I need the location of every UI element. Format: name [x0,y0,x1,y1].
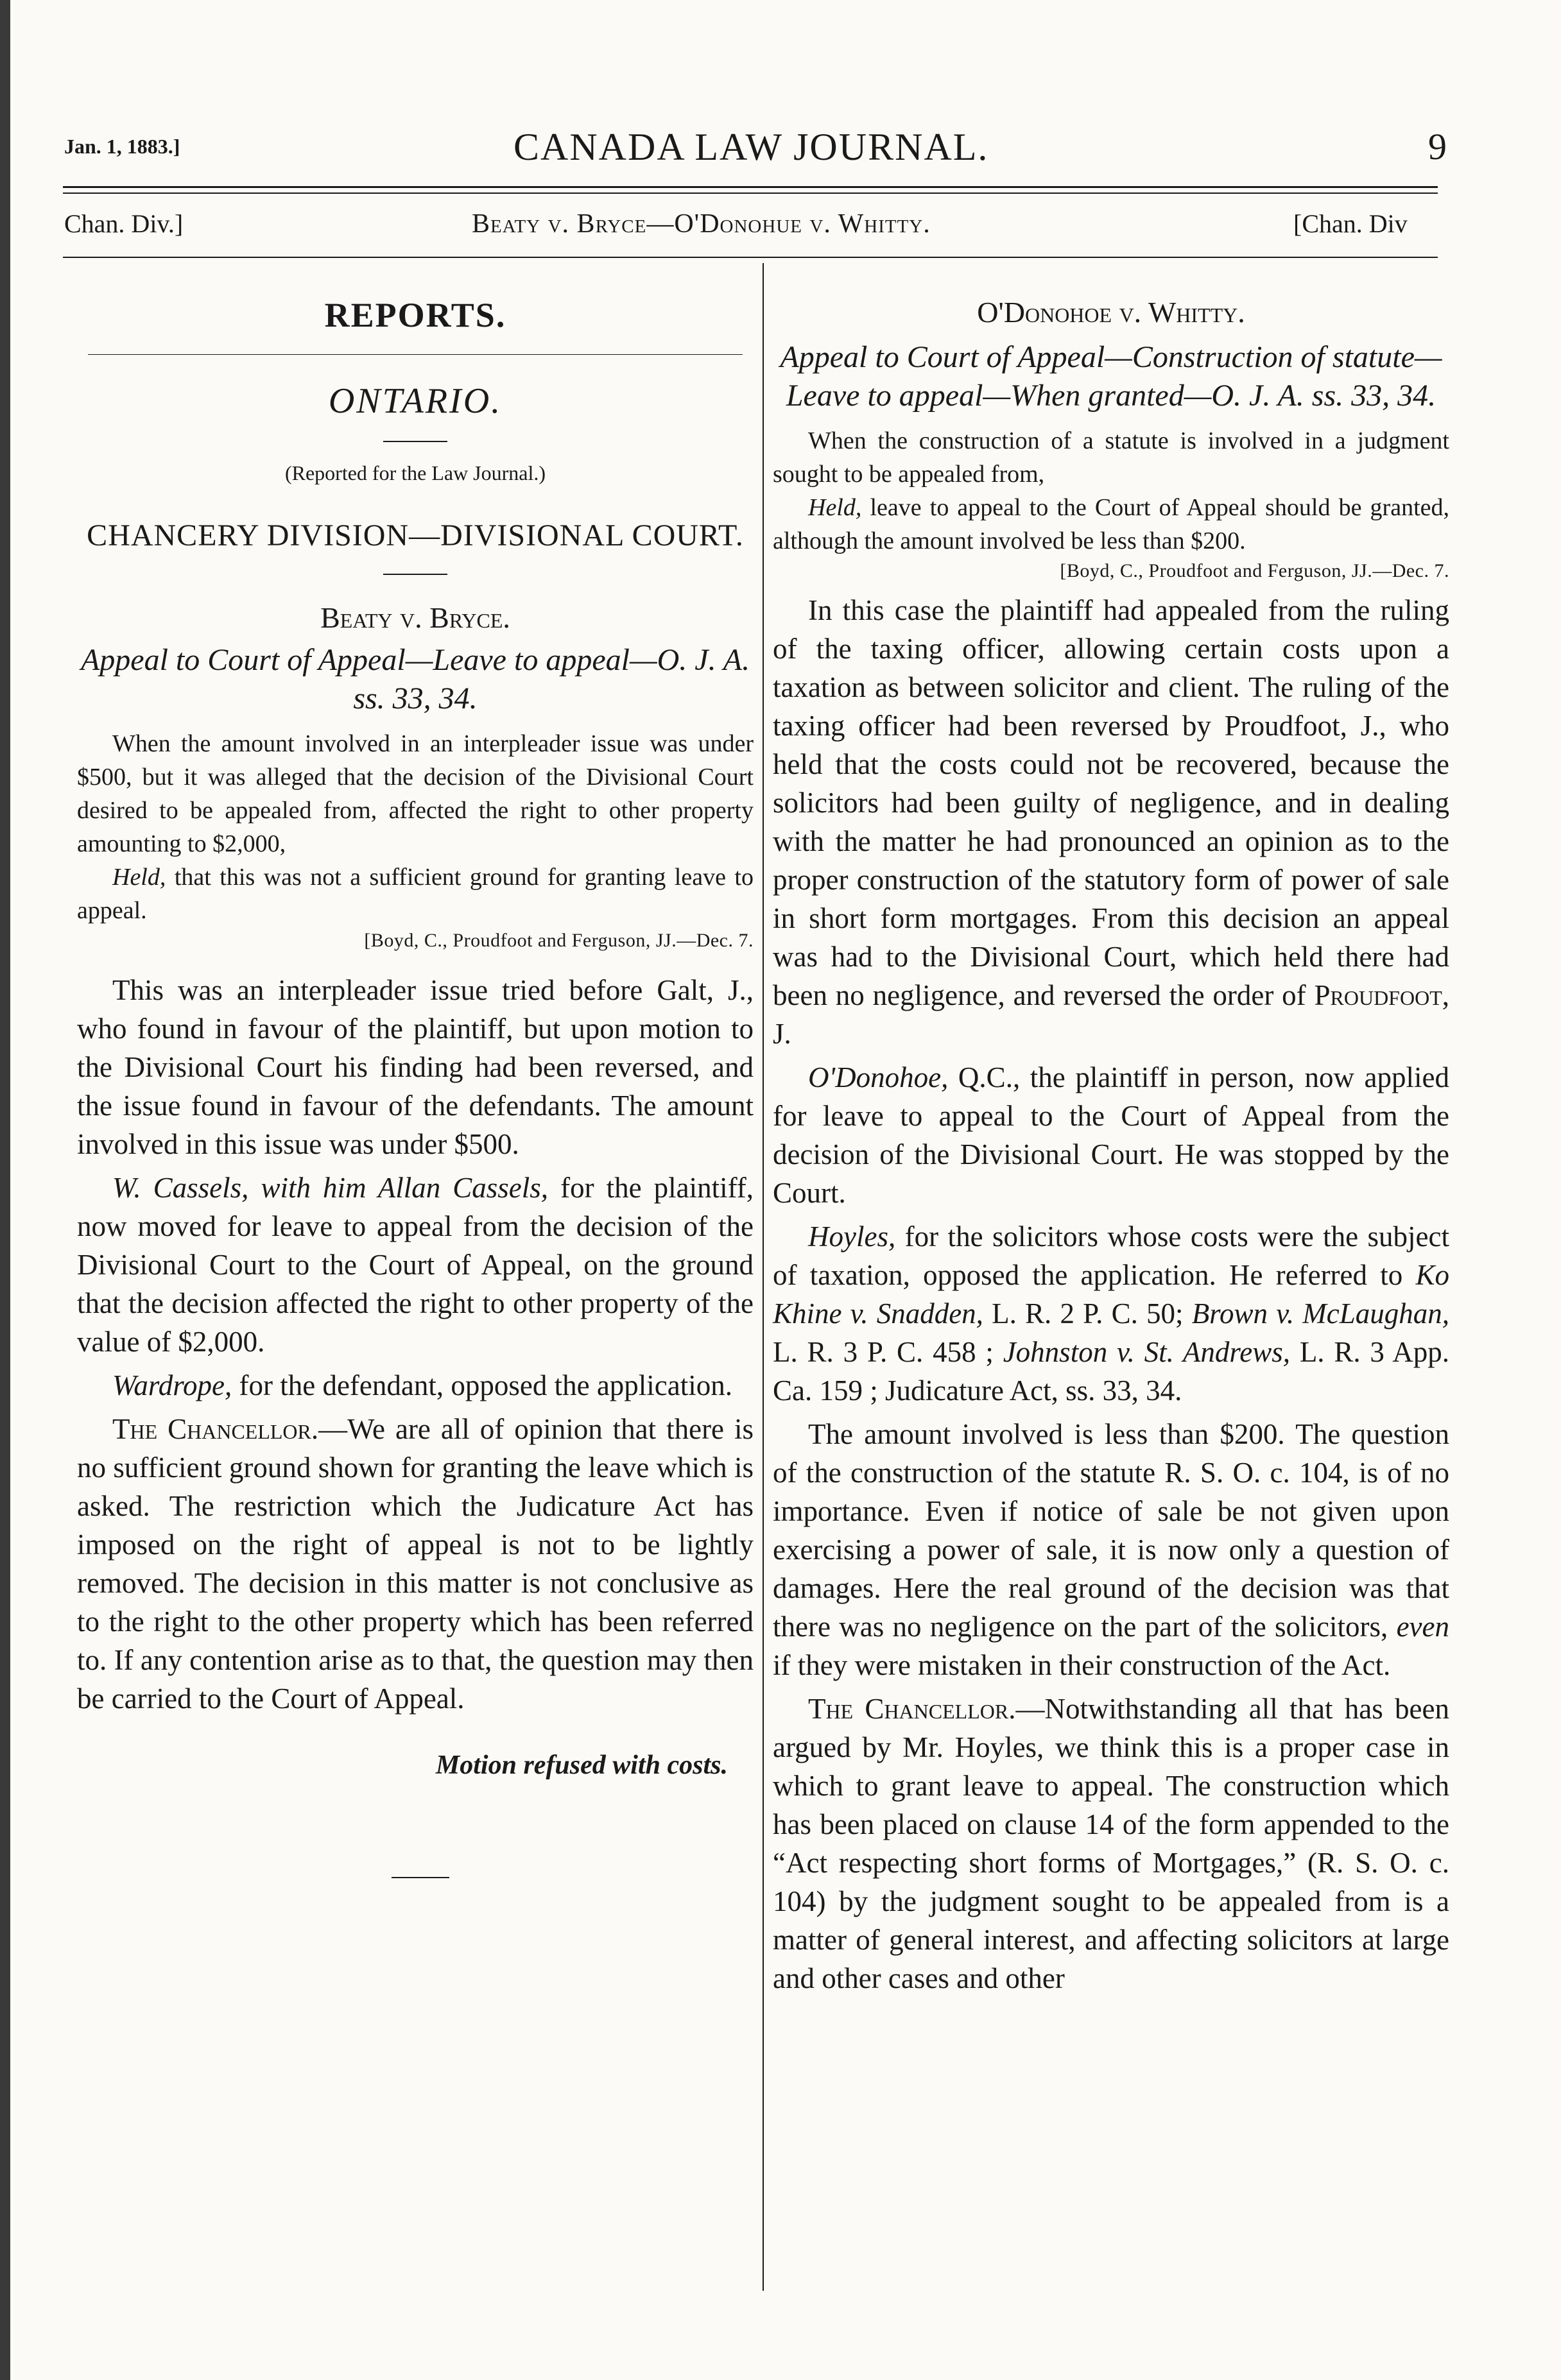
reports-heading: REPORTS. [324,296,506,334]
para-odonohoe-2 [773,1058,1449,1212]
para-odonohoe-4-a: The amount involved is less than $200. The question of the construction of the statute R. S. O. c. 104, is of no importance. Even if notice of sale be not given upon exercising a power of sale, it is now only a question of damages. Here the real ground of the decision was that there was no negligence on the part of the solicitors, [773,1418,1449,1643]
section-head-center: Beaty v. Bryce—O'Donohue v. Whitty. [472,209,931,239]
short-rule-2 [383,574,447,575]
headnote-title-beaty: Appeal to Court of Appeal—Leave to appeal—O. J. A. ss. 33, 34. [80,643,750,715]
court-name: CHANCERY DIVISION—DIVISIONAL COURT. [87,518,744,552]
closing-rule [392,1877,449,1878]
header-rule-bottom [63,193,1438,194]
held-odonohoe [773,491,1449,558]
para-beaty-2 [77,1169,754,1361]
held-beaty [77,860,754,927]
held-word: Held, [112,864,166,891]
para-odonohoe-5-text: —Notwithstanding all that has been argued by Mr. Hoyles, we think this is a proper case in which to grant leave to appeal. The construction which has been placed on clause 14 of the form appended to the “Act respecting short forms of Mortgages,” (R. S. O. c. 104) by the judgment sought to be appealed from is a matter of general interest, and affecting solicitors at large and other cases and other [773,1693,1449,1994]
para-beaty-2-text: for the plaintiff, now moved for leave to appeal from the decision of the Divisional Court to the Court of Appeal, on the ground that the decision affected the right to other property of the value of $2,000. [77,1172,754,1358]
para-odonohoe-5 [773,1690,1449,1998]
running-head-date: Jan. 1, 1883.] [64,135,180,158]
right-column [773,276,1449,1998]
para-odonohoe-1-end: , J. [773,979,1449,1050]
headnote-beaty: When the amount involved in an interpleader issue was under $500, but it was alleged that the decision of the Divisional Court desired to be appealed from, affected the right to other property amounting to $2,000, [77,730,754,857]
para-odonohoe-3 [773,1217,1449,1410]
para-odonohoe-3-d: L. R. 3 App. Ca. 159 ; Judicature Act, ss. 33, 34. [773,1336,1450,1407]
journal-title: CANADA LAW JOURNAL. [513,126,989,168]
para-odonohoe-1 [773,591,1449,1053]
para-odonohoe-3-b: L. R. 2 P. C. 50; [983,1297,1192,1330]
column-divider [763,263,764,2291]
para-beaty-4-text: —We are all of opinion that there is no sufficient ground shown for granting the leave which is asked. The restriction which the Judicature Act has imposed on the right of appeal is not to be lightly removed. The decision in this matter is not conclusive as to the right to the other property which has been referred to. If any contention arise as to that, the question may then be carried to the Court of Appeal. [77,1413,754,1715]
para-beaty-1: This was an interpleader issue tried before Galt, J., who found in favour of the plaintiff, but upon motion to the Divisional Court his finding had been reversed, and the issue found in favour of the defendants. The amount involved in this issue was under $500. [77,974,754,1160]
chancellor-label-right: The Chancellor. [808,1693,1016,1725]
case-title-odonohoe: O'Donohoe v. Whitty. [977,296,1245,329]
left-column [77,276,754,1878]
page-number: 9 [1428,126,1447,167]
para-odonohoe-4 [773,1415,1449,1684]
reported-for: (Reported for the Law Journal.) [284,461,546,484]
para-odonohoe-1-text: In this case the plaintiff had appealed from the ruling of the taxing officer, allowing certain costs upon a taxation as between solicitor and client. The ruling of the taxing officer had been reversed by Proudfoot, J., who held that the costs could not be recovered, because the solicitors had been guilty of negligence, and in dealing with the matter he had pronounced an opinion as to the proper construction of the statutory form of power of sale in short form mortgages. From this decision an appeal was had to the Divisional Court, which held there had been no negligence, and reversed the order of [773,594,1449,1011]
reports-rule [88,354,743,355]
chancellor-label: The Chancellor. [112,1413,319,1445]
para-beaty-3-text: for the defendant, opposed the application. [232,1369,733,1401]
para-beaty-3 [77,1366,754,1405]
case-cite-1: Ko Khine v. Snadden, [773,1259,1449,1330]
section-head-left: Chan. Div.] [64,209,184,238]
para-odonohoe-3-a: for the solicitors whose costs were the subject of taxation, opposed the application. He referred to [773,1220,1449,1291]
headnote-odonohoe: When the construction of a statute is involved in a judgment sought to be appealed from, [773,427,1449,488]
counsel-wardrope: Wardrope, [112,1369,232,1401]
section-head-right: [Chan. Div [1293,209,1408,238]
case-cite-2: Brown v. McLaughan, [1191,1297,1449,1330]
page-binding-edge [0,0,10,2380]
header-rule-top [63,186,1438,188]
counsel-hoyles: Hoyles, [808,1220,896,1253]
short-rule-1 [383,441,447,442]
held-word-right: Held, [808,494,862,521]
section-rule [63,257,1438,258]
counsel-cassels: W. Cassels, with him Allan Cassels, [112,1172,549,1204]
result-beaty: Motion refused with costs. [435,1751,728,1780]
case-title-beaty: Beaty v. Bryce. [320,601,510,634]
judges-beaty: [Boyd, C., Proudfoot and Ferguson, JJ.—Dec. 7. [364,930,754,951]
held-text: that this was not a sufficient ground for granting leave to appeal. [77,864,754,924]
para-odonohoe-2-text: Q.C., the plaintiff in person, now applied for leave to appeal to the Court of Appeal from the decision of the Divisional Court. He was stopped by the Court. [773,1061,1449,1209]
para-beaty-4 [77,1410,754,1718]
counsel-odonohoe: O'Donohoe, [808,1061,949,1093]
held-text-right: leave to appeal to the Court of Appeal should be granted, although the amount involved be less than $200. [773,494,1449,554]
case-cite-3: Johnston v. St. Andrews, [1003,1336,1291,1368]
para-odonohoe-3-c: L. R. 3 P. C. 458 ; [773,1336,1003,1368]
headnote-title-odonohoe: Appeal to Court of Appeal—Construction of statute—Leave to appeal—When granted—O. J. A. ss. 33, 34. [780,340,1442,413]
judge-proudfoot: Proudfoot [1314,979,1442,1011]
emphasis-even: even [1396,1611,1449,1643]
para-odonohoe-4-b: if they were mistaken in their construction of the Act. [773,1649,1391,1681]
province-heading: ONTARIO. [328,381,503,421]
judges-odonohoe: [Boyd, C., Proudfoot and Ferguson, JJ.—Dec. 7. [1060,560,1449,581]
